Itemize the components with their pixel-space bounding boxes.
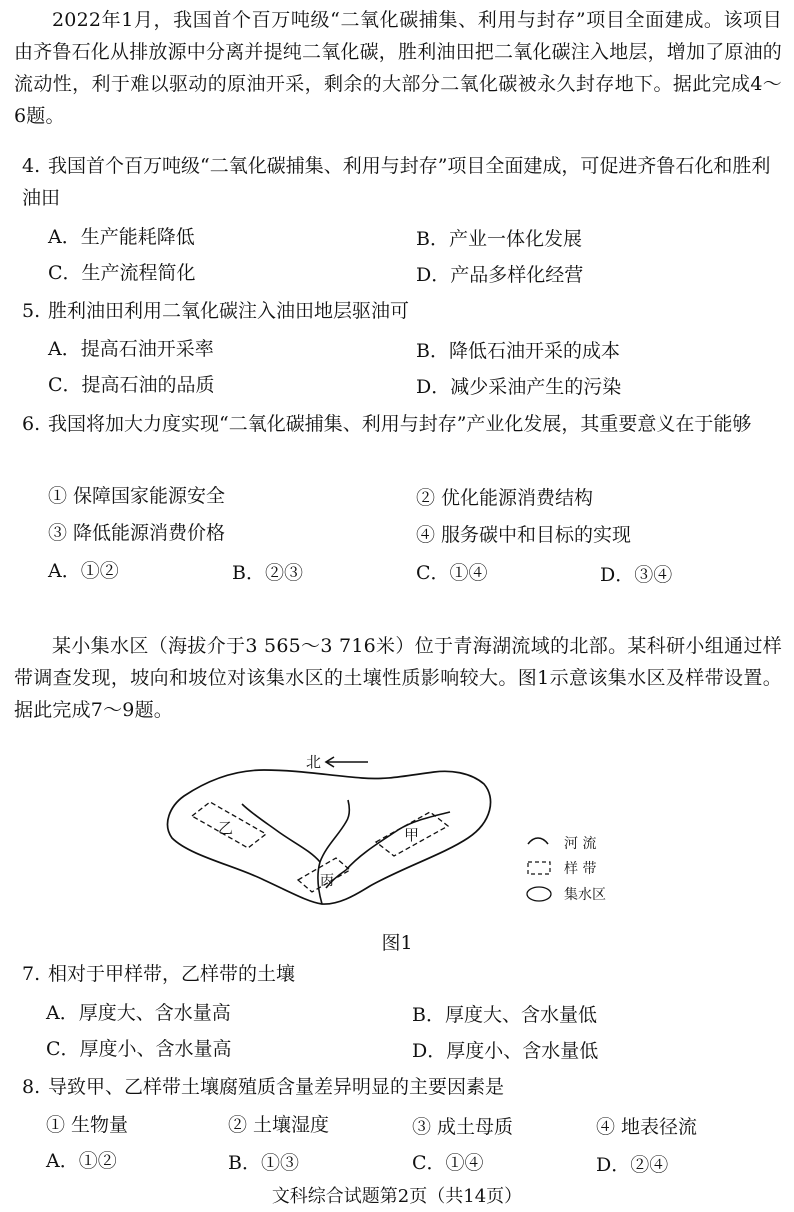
statement-4: ④ 服务碳中和目标的实现 (416, 524, 632, 546)
option-d[interactable]: D．产品多样化经营 (416, 264, 584, 286)
option-a[interactable]: A．生产能耗降低 (48, 226, 195, 248)
figure-caption: 图1 (381, 932, 413, 954)
option-a[interactable]: A．厚度大、含水量高 (46, 1002, 231, 1024)
question-stem: 相对于甲样带，乙样带的土壤 (48, 963, 296, 985)
legend-band-label: 样 带 (564, 861, 597, 877)
north-label: 北 (306, 753, 322, 771)
statement-2: ② 土壤湿度 (228, 1114, 330, 1136)
river-branch-east (346, 812, 450, 870)
catchment-map (150, 750, 620, 910)
option-a[interactable]: A．①② (48, 560, 119, 582)
band-jia-label: 甲 (404, 826, 420, 844)
question-7 (22, 958, 782, 990)
option-b[interactable]: B．产业一体化发展 (416, 228, 582, 250)
band-bing-label: 丙 (320, 873, 334, 889)
option-b[interactable]: B．①③ (228, 1152, 299, 1174)
question-8 (22, 1071, 782, 1103)
option-b[interactable]: B．②③ (232, 562, 303, 584)
legend-area-label: 集水区 (564, 887, 606, 903)
band-legend-icon (528, 862, 550, 874)
statement-3: ③ 降低能源消费价格 (48, 522, 226, 544)
question-6 (22, 408, 782, 440)
question-stem: 我国将加大力度实现“二氧化碳捕集、利用与封存”产业化发展，其重要意义在于能够 (48, 413, 752, 435)
option-c[interactable]: C．厚度小、含水量高 (46, 1038, 232, 1060)
option-c[interactable]: C．①④ (416, 562, 488, 584)
question-number: 4. (22, 155, 41, 177)
passage-2: 某小集水区（海拔介于3 565～3 716米）位于青海湖流域的北部。某科研小组通过样带调查发现，坡向和坡位对该集水区的土壤性质影响较大。图1示意该集水区及样带设置。据此完成7～9题。 (14, 635, 782, 721)
catchment-legend-icon (527, 887, 551, 901)
statement-1: ① 保障国家能源安全 (48, 485, 226, 507)
option-b[interactable]: B．降低石油开采的成本 (416, 340, 620, 362)
option-d[interactable]: D．②④ (596, 1154, 669, 1176)
passage-1: 2022年1月，我国首个百万吨级“二氧化碳捕集、利用与封存”项目全面建成。该项目由齐鲁石化从排放源中分离并提纯二氧化碳，胜利油田把二氧化碳注入地层，增加了原油的流动性，利于难以驱动的原油开采，剩余的大部分二氧化碳被永久封存地下。据此完成4～6题。 (14, 9, 783, 127)
band-yi-label: 乙 (218, 819, 234, 837)
river-branch-west (242, 804, 320, 862)
option-d[interactable]: D．减少采油产生的污染 (416, 376, 622, 398)
question-number: 6. (22, 413, 41, 435)
option-c[interactable]: C．①④ (412, 1152, 484, 1174)
statement-2: ② 优化能源消费结构 (416, 487, 594, 509)
question-number: 7. (22, 963, 41, 985)
question-stem: 我国首个百万吨级“二氧化碳捕集、利用与封存”项目全面建成，可促进齐鲁石化和胜利油田 (22, 155, 771, 209)
statement-1: ① 生物量 (46, 1114, 129, 1136)
option-c[interactable]: C．提高石油的品质 (48, 374, 215, 396)
option-d[interactable]: D．厚度小、含水量低 (412, 1040, 599, 1062)
option-a[interactable]: A．提高石油开采率 (48, 338, 214, 360)
statement-3: ③ 成土母质 (412, 1116, 514, 1138)
legend-river-label: 河 流 (564, 836, 597, 852)
question-5 (22, 295, 782, 327)
question-stem: 导致甲、乙样带土壤腐殖质含量差异明显的主要因素是 (48, 1076, 505, 1098)
question-4 (22, 150, 782, 214)
option-b[interactable]: B．厚度大、含水量低 (412, 1004, 597, 1026)
river-legend-icon (528, 838, 548, 844)
page-footer: 文科综合试题第2页（共14页） (271, 1186, 523, 1207)
question-number: 8. (22, 1076, 41, 1098)
option-c[interactable]: C．生产流程简化 (48, 262, 196, 284)
question-stem: 胜利油田利用二氧化碳注入油田地层驱油可 (48, 300, 410, 322)
option-d[interactable]: D．③④ (600, 564, 673, 586)
statement-4: ④ 地表径流 (596, 1116, 698, 1138)
option-a[interactable]: A．①② (46, 1150, 117, 1172)
question-number: 5. (22, 300, 41, 322)
figure-1 (150, 750, 620, 910)
